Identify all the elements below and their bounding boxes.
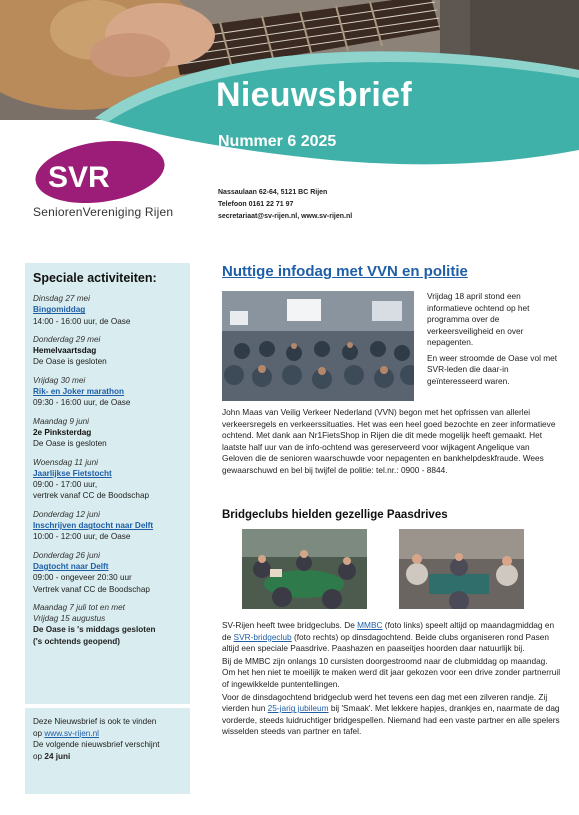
issue-number: Nummer 6 2025 (218, 133, 337, 150)
body-paragraph: Bij de MMBC zijn onlangs 10 cursisten doorgestroomd naar de clubmiddag op maandag. Om het hen niet te moeilijk te maken werd dit jaar gekozen voor een drive zonder partnerruil of ingewikkelde puntentellingen. (222, 655, 561, 689)
activity-date: Donderdag 12 juni (33, 509, 100, 519)
activity-detail: vertrek vanaf CC de Boodschap (33, 491, 150, 501)
info-line (33, 751, 184, 763)
article-body (222, 620, 562, 739)
activity-detail: 09:30 - 16:00 uur, de Oase (33, 398, 131, 408)
logo-subtitle: SeniorenVereniging Rijen (33, 205, 174, 219)
activity-detail: De Oase is gesloten (33, 357, 107, 367)
activity-detail: 10:00 - 12:00 uur, de Oase (33, 532, 131, 542)
text-span: Voor de dinsdagochtend bridgeclub werd het tevens een dag met een zilveren randje. Zij vierden hun (222, 691, 548, 714)
activity-date: Vrijdag 15 augustus (33, 614, 106, 624)
svr-bridgeclub-link[interactable]: SVR-bridgeclub (233, 631, 292, 642)
info-prefix: op (33, 728, 45, 738)
activity-date: Vrijdag 30 mei (33, 375, 86, 385)
activity-detail: 09:00 - 17:00 uur, (33, 480, 98, 490)
activity-item (33, 550, 183, 595)
activity-link[interactable]: Rik- en Joker marathon (33, 387, 124, 397)
activity-item (33, 293, 183, 327)
activity-date: Maandag 9 juni (33, 416, 89, 426)
logo-text: SVR (48, 161, 110, 194)
activity-date: Dinsdag 27 mei (33, 294, 90, 303)
article-headline[interactable]: Nuttige infodag met VVN en politie (222, 263, 468, 280)
newsletter-info-box (25, 708, 190, 794)
info-line: Deze Nieuwsbrief is ook te vinden (33, 717, 157, 726)
activity-link[interactable]: Inschrijven dagtocht naar Delft (33, 521, 154, 531)
intro-paragraph: Vrijdag 18 april stond een informatieve ochtend op het programma over de verkeersveiligheid en over nepagenten. (427, 291, 530, 347)
newsletter-title: Nieuwsbrief (216, 76, 413, 114)
text-span: SV-Rijen heeft twee bridgeclubs. De (222, 620, 358, 630)
activity-item (33, 416, 183, 450)
activity-detail: Vertrek vanaf CC de Boodschap (33, 584, 150, 594)
activity-item (33, 334, 183, 368)
mmbc-link[interactable]: MMBC (357, 620, 383, 630)
main-content (222, 263, 561, 737)
jubileum-link[interactable]: 25-jarig jubileum (267, 703, 329, 714)
article-intro (427, 291, 562, 391)
infodag-photo (222, 291, 414, 401)
activity-detail: De Oase is 's middags gesloten (33, 625, 156, 635)
email-web-line[interactable]: secretariaat@sv-rijen.nl, www.sv-rijen.nl (218, 213, 353, 220)
activity-detail: De Oase is gesloten (33, 439, 107, 449)
activity-link[interactable]: Jaarlijkse Fietstocht (33, 468, 112, 478)
activity-name: Hemelvaartsdag (33, 346, 97, 356)
body-paragraph (222, 692, 562, 738)
address-line: Nassaulaan 62-64, 5121 BC Rijen (218, 189, 328, 196)
svr-bridge-photo (399, 529, 524, 609)
text-span: (foto rechts) op dinsdagochtend. Beide clubs organiseren rond Pasen altijd een speciale Paasdrive. Paashazen en paaseitjes hoorden daar natuurlijk bij. (222, 631, 550, 654)
text-span: (foto links) speelt altijd op maandagmiddag en de (222, 620, 555, 642)
text-span: bij 'Smaak'. Met lekkere hapjes, drankjes en, naarmate de dag vorderde, steeds luidruchtiger bridgespellen. Niemand had een vaste partner en alle spelers wisselden steeds van partner en tafel. (222, 703, 560, 737)
info-prefix: op (33, 751, 45, 761)
activity-detail: 09:00 - ongeveer 20:30 uur (33, 573, 132, 583)
info-line: De volgende nieuwsbrief verschijnt (33, 740, 160, 749)
activity-item (33, 457, 183, 502)
activity-link[interactable]: Dagtocht naar Delft (33, 561, 109, 571)
activity-item (33, 602, 183, 647)
activity-detail: ('s ochtends geopend) (33, 636, 121, 646)
article-headline: Bridgeclubs hielden gezellige Paasdrives (222, 509, 448, 521)
info-line (33, 728, 184, 740)
activity-date: Donderdag 29 mei (33, 334, 101, 344)
body-paragraph (222, 620, 562, 655)
activity-detail: 14:00 - 16:00 uur, de Oase (33, 316, 131, 326)
address-block (218, 187, 352, 223)
sidebar-title: Speciale activiteiten: (33, 271, 157, 285)
website-link[interactable]: www.sv-rijen.nl (44, 728, 99, 738)
intro-paragraph: En weer stroomde de Oase vol met SVR-leden die daar-in geïnteresseerd waren. (427, 352, 558, 386)
activity-link[interactable]: Bingomiddag (33, 305, 86, 315)
activities-sidebar (25, 263, 190, 704)
article-body: John Maas van Veilig Verkeer Nederland (VVN) begon met het opfrissen van allerlei verkeersregels en verkeerssituaties. Het was een heel goed bezochte en zeer informatieve ochtend. Met dank aan Nr1FietsShop in Rijen die dit mede mogelijk heeft gemaakt. Het laatste half uur van de info-ochtend was gereserveerd voor wijkagent Angelique van Geloven die de senioren waarschuwde voor nepagenten en bankhelpdeskfraude. Wees gewaarschuwd en bel bij twijfel de politie: tel.nr.: 0900 - 8844. (222, 407, 556, 475)
activity-item (33, 375, 183, 409)
phone-line: Telefoon 0161 22 71 97 (218, 201, 294, 208)
activity-date: Donderdag 26 juni (33, 550, 100, 560)
activity-name: 2e Pinksterdag (33, 427, 92, 437)
next-issue-date: 24 juni (44, 751, 71, 761)
activity-date: Maandag 7 juli tot en met (33, 602, 125, 612)
mmbc-bridge-photo (242, 529, 367, 609)
activity-item (33, 509, 183, 543)
activity-date: Woensdag 11 juni (33, 457, 98, 467)
